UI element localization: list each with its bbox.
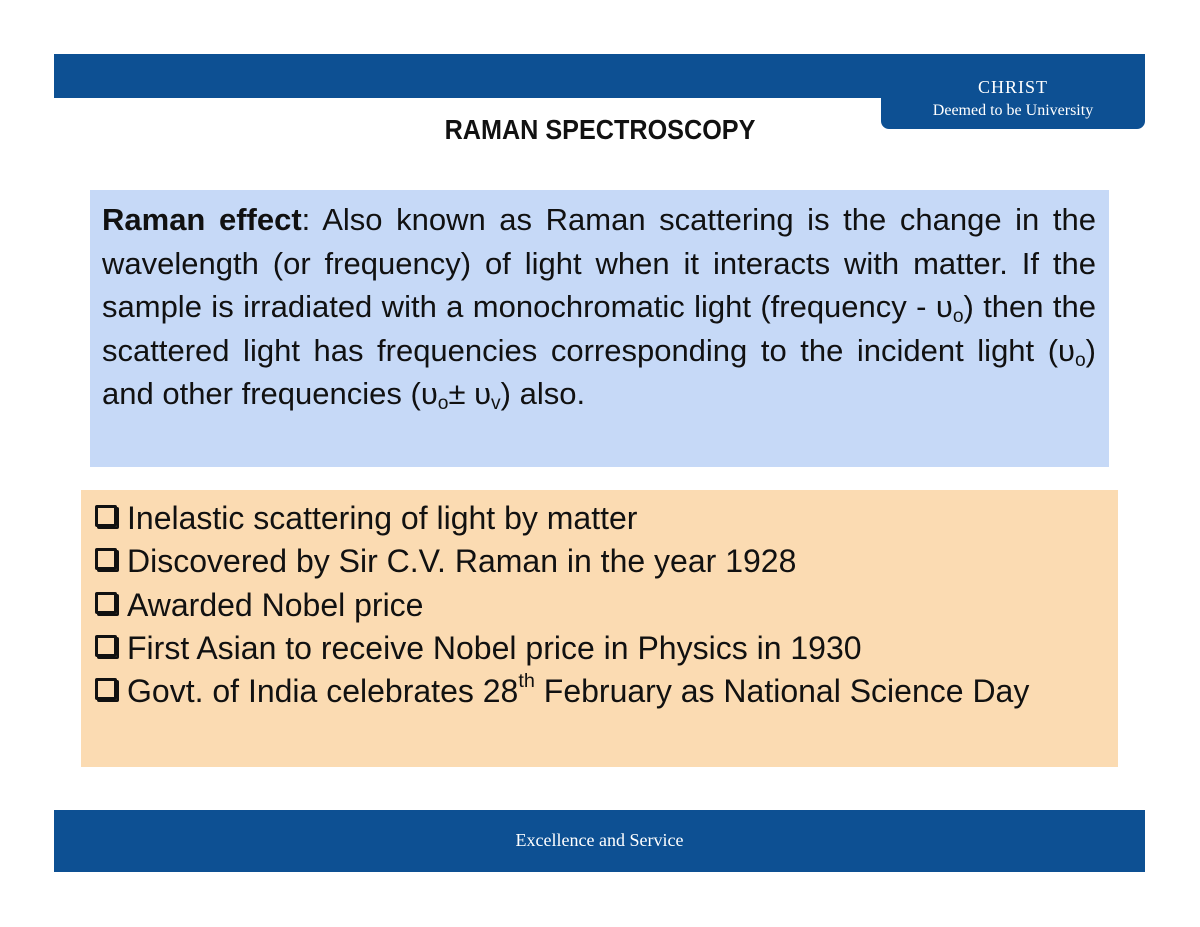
list-item: Govt. of India celebrates 28th February as National Science Day <box>95 670 1110 713</box>
checkbox-bullet-icon <box>95 548 117 570</box>
facts-list <box>95 497 1110 713</box>
footer-tagline: Excellence and Service <box>515 830 684 850</box>
checkbox-bullet-icon <box>95 678 117 700</box>
checkbox-bullet-icon <box>95 505 117 527</box>
definition-text: Raman effect: Also known as Raman scattering is the change in the wavelength (or frequency) of light when it interacts with matter. If the sample is irradiated with a monochromatic light (frequency - $\upsilon_o$) then the scattered light has frequencies corresponding to the incident light $(\upsilon_o)$ and other frequencies $(\upsilon_o\pm \upsilon_v)$ also. <box>102 202 1096 414</box>
checkbox-bullet-icon <box>95 635 117 657</box>
list-item: Awarded Nobel price <box>95 584 1110 627</box>
slide-title: RAMAN SPECTROSCOPY <box>444 114 756 145</box>
brand-name: CHRIST <box>977 77 1048 97</box>
definition-box <box>90 190 1109 467</box>
definition-term: Raman effect <box>102 202 302 237</box>
checkbox-bullet-icon <box>95 592 117 614</box>
list-item: Discovered by Sir C.V. Raman in the year 1928 <box>95 540 1110 583</box>
facts-box <box>81 490 1118 767</box>
brand-subtitle: Deemed to be University <box>932 102 1094 119</box>
footer-bar <box>54 810 1145 872</box>
list-item: Inelastic scattering of light by matter <box>95 497 1110 540</box>
list-item: First Asian to receive Nobel price in Physics in 1930 <box>95 627 1110 670</box>
